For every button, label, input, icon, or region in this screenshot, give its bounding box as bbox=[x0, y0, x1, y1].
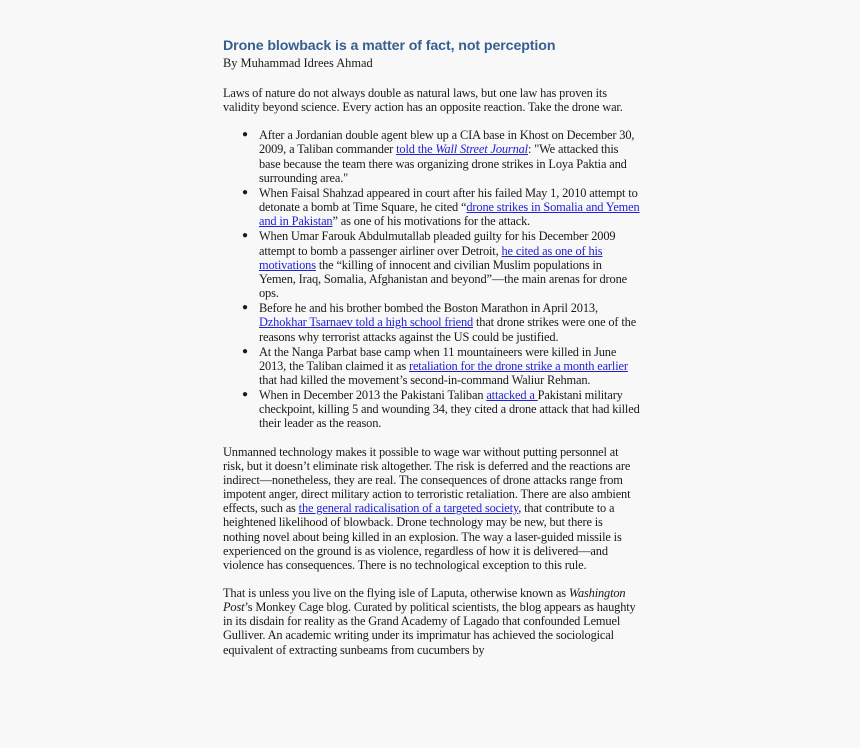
article-title: Drone blowback is a matter of fact, not perception bbox=[223, 38, 556, 54]
list-item-text: After a Jordanian double agent blew up a CIA base in Khost on December 30, 2009, a Taliban commander bbox=[259, 128, 635, 157]
list-item-text: When in December 2013 the Pakistani Taliban bbox=[259, 388, 487, 403]
link-attacked[interactable]: attacked a bbox=[486, 388, 538, 403]
link-drone-strikes[interactable]: drone strikes in Somalia and Yemen and in Pakistan bbox=[259, 200, 640, 229]
list-item bbox=[242, 344, 641, 387]
list-item bbox=[242, 185, 641, 229]
body-paragraph-technology bbox=[223, 445, 641, 572]
link-text: told the bbox=[396, 142, 436, 157]
list-item bbox=[242, 128, 641, 185]
list-item-text: Pakistani military checkpoint, killing 5 and wounding 34, they cited a drone attack that had killed their leader as the reason. bbox=[259, 388, 640, 431]
link-retaliation[interactable]: retaliation for the drone strike a month earlier bbox=[408, 358, 628, 373]
publication-name: Washington Post bbox=[223, 586, 626, 615]
link-radicalisation[interactable]: the general radicalisation of a targeted society bbox=[298, 501, 519, 516]
list-item-text: At the Nanga Parbat base camp when 11 mountaineers were killed in June 2013, the Taliban claimed it as bbox=[259, 344, 617, 373]
list-item-text: ” as one of his motivations for the attack. bbox=[332, 214, 531, 229]
link-motivations[interactable]: he cited as one of his motivations bbox=[259, 243, 603, 272]
list-item-text: that had killed the movement’s second-in-command Waliur Rehman. bbox=[259, 372, 591, 387]
body-paragraph-laputa bbox=[223, 586, 641, 657]
list-item bbox=[242, 301, 641, 344]
bullet-icon: ● bbox=[242, 389, 248, 401]
bullet-icon: ● bbox=[242, 129, 248, 141]
bullet-icon: ● bbox=[242, 302, 248, 314]
bullet-icon: ● bbox=[242, 345, 248, 357]
paragraph-text: That is unless you live on the flying isle of Laputa, otherwise known as bbox=[223, 586, 569, 600]
list-item-text: When Faisal Shahzad appeared in court after his failed May 1, 2010 attempt to detonate a bomb at Time Square, he cited “ bbox=[259, 185, 638, 215]
list-item-text: When Umar Farouk Abdulmutallab pleaded guilty for his December 2009 attempt to bomb a passenger airliner over Detroit, bbox=[259, 229, 616, 258]
list-item-text: Before he and his brother bombed the Boston Marathon in April 2013, bbox=[259, 301, 598, 316]
paragraph-text: , that contribute to a heightened likelihood of blowback. Drone technology may be new, but there is nothing novel about being killed in an explosion. The way a laser-guided missile is experienced on the ground is as violence, regardless of how it is delivered—and violence has consequences. There is no technological exception to this rule. bbox=[223, 501, 622, 572]
paragraph-text: Unmanned technology makes it possible to wage war without putting personnel at risk, but it doesn’t eliminate risk altogether. The risk is deferred and the reactions are indirect—nonetheless, they are real. The consequences of drone attacks range from impotent anger, direct military action to terroristic retaliation. There are also ambient effects, such as bbox=[223, 444, 631, 516]
examples-list bbox=[223, 128, 641, 430]
link-tsarnaev[interactable]: Dzhokhar Tsarnaev told a high school friend bbox=[259, 315, 474, 330]
link-wsj[interactable] bbox=[396, 142, 528, 156]
bullet-icon: ● bbox=[242, 186, 248, 198]
link-text-italic: Wall Street Journal bbox=[435, 142, 528, 157]
list-item-text: that drone strikes were one of the reasons why terrorist attacks against the US could be justified. bbox=[259, 315, 637, 344]
intro-paragraph: Laws of nature do not always double as natural laws, but one law has proven its validity beyond science. Every action has an opposite reaction. Take the drone war. bbox=[223, 86, 623, 115]
list-item bbox=[242, 229, 641, 301]
document-page bbox=[223, 37, 641, 671]
list-item-text: : "We attacked this base because the team there was organizing drone strikes in Loya Paktia and surrounding area." bbox=[259, 142, 627, 185]
article-byline: By Muhammad Idrees Ahmad bbox=[223, 56, 373, 70]
list-item-text: the “killing of innocent and civilian Muslim populations in Yemen, Iraq, Somalia, Afghanistan and beyond”—the main arenas for drone ops. bbox=[259, 257, 627, 301]
list-item bbox=[242, 388, 641, 431]
bullet-icon: ● bbox=[242, 230, 248, 242]
paragraph-text: ’s Monkey Cage blog. Curated by political scientists, the blog appears as haughty in its disdain for reality as the Grand Academy of Lagado that confounded Lemuel Gulliver. An academic writing under its imprimatur has achieved the sociological equivalent of extracting sunbeams from cucumbers by bbox=[223, 600, 636, 657]
